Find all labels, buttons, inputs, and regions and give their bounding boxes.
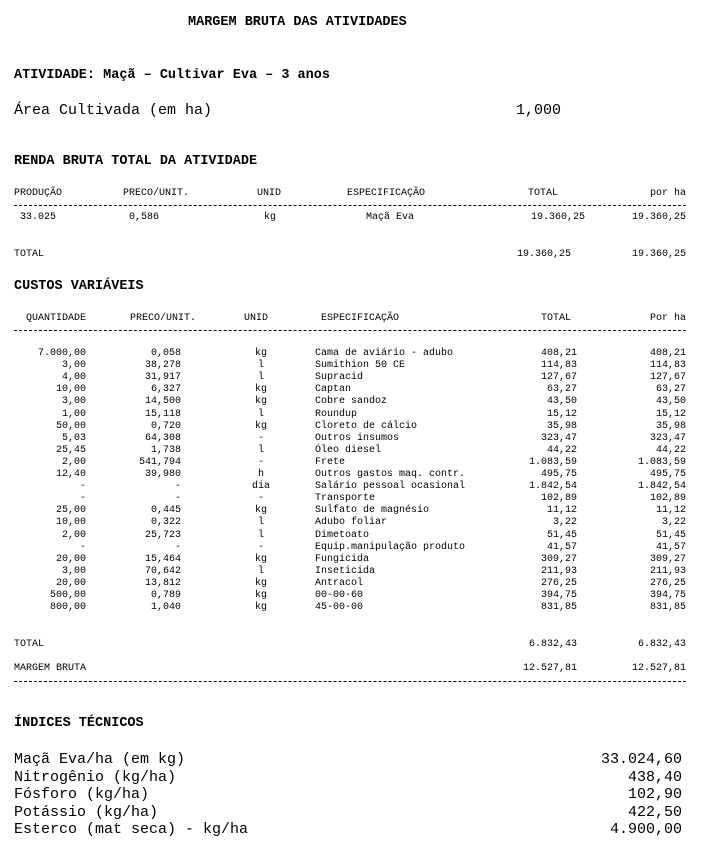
cell-espec: Frete xyxy=(315,456,346,468)
cell-preco: - xyxy=(174,481,181,493)
table-row xyxy=(0,469,716,481)
table-row xyxy=(0,481,716,493)
col-unid: UNID xyxy=(257,188,282,199)
margem-porha: 12.527,81 xyxy=(631,663,686,674)
table-row xyxy=(0,542,716,554)
cell-unid: l xyxy=(257,372,264,384)
indice-value: 438,40 xyxy=(627,768,682,786)
cell-espec: Cloreto de cálcio xyxy=(315,420,418,432)
cell-total: 15,12 xyxy=(546,408,577,420)
cell-espec: Captan xyxy=(315,384,352,396)
cell-total: 495,75 xyxy=(540,469,577,480)
cell-porha: 831,85 xyxy=(649,602,686,614)
table-row xyxy=(0,433,716,445)
cell-unid: l xyxy=(257,360,264,372)
cell-total: 1.083,59 xyxy=(528,456,577,468)
cell-porha: 63,27 xyxy=(655,384,686,396)
cell-unid: kg xyxy=(254,602,267,614)
renda-heading: RENDA BRUTA TOTAL DA ATIVIDADE xyxy=(14,154,258,169)
table-row xyxy=(0,421,716,433)
table-row xyxy=(0,457,716,469)
margem-label: MARGEM BRUTA xyxy=(14,663,87,674)
cell-qtd: 25,45 xyxy=(55,444,86,456)
cell-espec: Salário pessoal ocasional xyxy=(315,481,466,493)
cell-porha: 276,25 xyxy=(649,577,686,589)
total-label: TOTAL xyxy=(14,639,45,650)
cell-unid: - xyxy=(257,541,264,553)
cell-porha: 211,93 xyxy=(649,565,686,577)
table-row xyxy=(0,409,716,421)
table-row xyxy=(0,396,716,408)
table-row xyxy=(0,530,716,542)
cell-unid: kg xyxy=(254,396,267,408)
cell-total: 127,67 xyxy=(540,372,577,384)
page-title: MARGEM BRUTA DAS ATIVIDADES xyxy=(188,15,407,30)
cell-porha: 309,27 xyxy=(649,553,686,565)
table-row xyxy=(0,517,716,529)
cell-total: 11,12 xyxy=(546,505,577,517)
cell-total: 41,57 xyxy=(546,541,577,553)
cell-porha: 51,45 xyxy=(655,529,686,541)
cell-preco: 64,308 xyxy=(144,432,181,444)
cell-qtd: 10,00 xyxy=(55,384,86,396)
cell-total: 408,21 xyxy=(540,348,577,359)
cell-porha: 43,50 xyxy=(655,396,686,408)
cell-preco: 541,794 xyxy=(138,456,181,468)
col-producao: PRODUÇÃO xyxy=(14,188,63,199)
renda-header-row xyxy=(0,188,716,200)
cell-total: 19.360,25 xyxy=(530,212,585,223)
cell-unid: kg xyxy=(264,212,277,223)
cell-total: 3,22 xyxy=(552,517,577,529)
table-row xyxy=(0,590,716,602)
indice-label: Fósforo (kg/ha) xyxy=(14,786,150,803)
divider xyxy=(14,205,686,206)
cell-total: 43,50 xyxy=(546,396,577,408)
cell-total: 309,27 xyxy=(540,553,577,565)
cell-unid: kg xyxy=(254,590,267,601)
col-unid: UNID xyxy=(244,313,269,324)
cell-qtd: 10,00 xyxy=(55,517,86,529)
cell-unid: kg xyxy=(254,384,267,396)
cell-qtd: - xyxy=(79,493,86,505)
cell-porha: 408,21 xyxy=(649,348,686,359)
cell-unid: dia xyxy=(251,481,270,493)
indice-label: Potássio (kg/ha) xyxy=(14,803,159,821)
cell-espec: Sulfato de magnésio xyxy=(315,505,430,517)
cell-preco: 1,040 xyxy=(150,602,181,614)
indice-value: 4.900,00 xyxy=(609,821,682,838)
indice-value: 102,90 xyxy=(627,786,682,803)
cell-preco: 15,118 xyxy=(144,408,181,420)
indice-value: 33.024,60 xyxy=(600,751,682,768)
cell-espec: Sumithion 50 CE xyxy=(315,360,406,372)
cell-total: 63,27 xyxy=(546,384,577,396)
cell-qtd: 12,40 xyxy=(55,469,86,480)
cell-unid: kg xyxy=(254,553,267,565)
cell-total: 114,83 xyxy=(540,360,577,372)
cell-total: 831,85 xyxy=(540,602,577,614)
area-label: Área Cultivada (em ha) xyxy=(14,102,213,119)
indice-value: 422,50 xyxy=(627,803,682,821)
renda-total-row xyxy=(0,249,716,261)
cell-unid: l xyxy=(257,444,264,456)
table-row xyxy=(0,348,716,360)
cell-total: 1.842,54 xyxy=(528,481,577,493)
cell-unid: - xyxy=(257,432,264,444)
col-porha: por ha xyxy=(649,188,686,199)
area-value: 1,000 xyxy=(516,102,562,119)
cell-porha: 114,83 xyxy=(649,360,686,372)
margem-value: 12.527,81 xyxy=(522,663,577,674)
custos-total-row xyxy=(0,639,716,651)
cell-preco: 13,812 xyxy=(144,577,181,589)
cell-preco: 0,322 xyxy=(150,517,181,529)
cell-total: 44,22 xyxy=(546,444,577,456)
cell-qtd: 50,00 xyxy=(55,420,86,432)
cell-porha: 323,47 xyxy=(649,432,686,444)
total-porha: 19.360,25 xyxy=(631,249,686,260)
table-row xyxy=(0,372,716,384)
cell-espec: Fungicida xyxy=(315,553,370,565)
cell-porha: 15,12 xyxy=(655,408,686,420)
cell-total: 102,89 xyxy=(540,493,577,505)
cell-preco: 0,720 xyxy=(150,420,181,432)
cell-total: 323,47 xyxy=(540,432,577,444)
cell-total: 394,75 xyxy=(540,590,577,601)
cell-qtd: 7.000,00 xyxy=(37,348,86,359)
cell-espec: Cama de aviário - adubo xyxy=(315,348,454,359)
cell-qtd: - xyxy=(79,541,86,553)
cell-preco: 25,723 xyxy=(144,529,181,541)
cell-preco: 6,327 xyxy=(150,384,181,396)
table-row xyxy=(0,384,716,396)
cell-preco: 38,278 xyxy=(144,360,181,372)
cell-preco: 14,500 xyxy=(144,396,181,408)
cell-unid: - xyxy=(257,493,264,505)
cell-porha: 19.360,25 xyxy=(631,212,686,223)
table-row xyxy=(0,602,716,614)
cell-unid: l xyxy=(257,517,264,529)
cell-qtd: 3,00 xyxy=(61,565,86,577)
cell-qtd: 800,00 xyxy=(49,602,86,614)
cell-preco: 0,789 xyxy=(150,590,181,601)
cell-qtd: 25,00 xyxy=(55,505,86,517)
col-preco: PRECO/UNIT. xyxy=(123,188,190,199)
cell-unid: l xyxy=(257,565,264,577)
cell-preco: 1,738 xyxy=(150,444,181,456)
indice-label: Maçã Eva/ha (em kg) xyxy=(14,751,186,768)
cell-unid: kg xyxy=(254,420,267,432)
cell-unid: kg xyxy=(254,577,267,589)
cell-porha: 394,75 xyxy=(649,590,686,601)
cell-espec: Inseticida xyxy=(315,565,376,577)
col-porha: Por ha xyxy=(649,313,686,324)
cell-qtd: 4,00 xyxy=(61,372,86,384)
cell-porha: 3,22 xyxy=(661,517,686,529)
cell-qtd: 1,00 xyxy=(61,408,86,420)
cell-qtd: 20,00 xyxy=(55,577,86,589)
divider xyxy=(14,330,686,331)
table-row xyxy=(0,554,716,566)
cell-porha: 1.083,59 xyxy=(637,456,686,468)
table-row xyxy=(0,445,716,457)
col-quantidade: QUANTIDADE xyxy=(26,313,87,324)
cell-total: 276,25 xyxy=(540,577,577,589)
cell-porha: 102,89 xyxy=(649,493,686,505)
cell-qtd: 500,00 xyxy=(49,590,86,601)
col-total: TOTAL xyxy=(540,313,571,324)
cell-espec: Roundup xyxy=(315,408,358,420)
custos-heading: CUSTOS VARIÁVEIS xyxy=(14,279,144,294)
cell-espec: Outros insumos xyxy=(315,432,400,444)
cell-porha: 495,75 xyxy=(649,469,686,480)
cell-espec: Equip.manipulação produto xyxy=(315,541,466,553)
activity-title: ATIVIDADE: Maçã – Cultivar Eva – 3 anos xyxy=(14,68,330,83)
cell-preco: 39,980 xyxy=(144,469,181,480)
table-row xyxy=(0,493,716,505)
total-porha: 6.832,43 xyxy=(637,639,686,650)
table-row xyxy=(0,212,716,224)
total-label: TOTAL xyxy=(14,249,45,260)
cell-porha: 41,57 xyxy=(655,541,686,553)
cell-producao: 33.025 xyxy=(20,212,57,223)
cell-total: 211,93 xyxy=(540,565,577,577)
cell-unid: kg xyxy=(254,505,267,517)
cell-qtd: 3,00 xyxy=(61,360,86,372)
cell-preco: - xyxy=(174,541,181,553)
cell-qtd: 20,00 xyxy=(55,553,86,565)
cell-qtd: 2,00 xyxy=(61,529,86,541)
col-espec: ESPECIFICAÇÃO xyxy=(347,188,426,199)
cell-porha: 44,22 xyxy=(655,444,686,456)
col-preco: PRECO/UNIT. xyxy=(130,313,197,324)
cell-espec: Maçã Eva xyxy=(366,212,415,223)
cell-total: 51,45 xyxy=(546,529,577,541)
cell-espec: Outros gastos maq. contr. xyxy=(315,469,466,480)
cell-qtd: 3,00 xyxy=(61,396,86,408)
divider xyxy=(14,681,686,682)
cell-espec: Cobre sandoz xyxy=(315,396,388,408)
cell-porha: 1.842,54 xyxy=(637,481,686,493)
cell-preco: 0,058 xyxy=(150,348,181,359)
cell-unid: l xyxy=(257,529,264,541)
indice-label: Nitrogênio (kg/ha) xyxy=(14,768,177,786)
indice-label: Esterco (mat seca) - kg/ha xyxy=(14,821,249,838)
table-row xyxy=(0,566,716,578)
cell-porha: 11,12 xyxy=(655,505,686,517)
cell-preco: 31,917 xyxy=(144,372,181,384)
cell-espec: 00-00-60 xyxy=(315,590,364,601)
cell-porha: 127,67 xyxy=(649,372,686,384)
cell-espec: Supracid xyxy=(315,372,364,384)
indices-heading: ÍNDICES TÉCNICOS xyxy=(14,716,144,731)
cell-qtd: 2,00 xyxy=(61,456,86,468)
cell-preco: 70,642 xyxy=(144,565,181,577)
table-row xyxy=(0,505,716,517)
margem-row xyxy=(0,663,716,675)
col-espec: ESPECIFICAÇÃO xyxy=(321,313,400,324)
cell-espec: Óleo diesel xyxy=(315,444,382,456)
col-total: TOTAL xyxy=(527,188,558,199)
cell-preco: 0,586 xyxy=(129,212,160,223)
total-value: 6.832,43 xyxy=(528,639,577,650)
cell-espec: 45-00-00 xyxy=(315,602,364,614)
cell-unid: l xyxy=(257,408,264,420)
cell-unid: kg xyxy=(254,348,267,359)
total-value: 19.360,25 xyxy=(516,249,571,260)
cell-espec: Transporte xyxy=(315,493,376,505)
cell-preco: 15,464 xyxy=(144,553,181,565)
cell-espec: Dimetoato xyxy=(315,529,370,541)
cell-preco: 0,445 xyxy=(150,505,181,517)
cell-total: 35,98 xyxy=(546,420,577,432)
table-row xyxy=(0,578,716,590)
cell-espec: Antracol xyxy=(315,577,364,589)
cell-unid: h xyxy=(257,469,264,480)
cell-qtd: - xyxy=(79,481,86,493)
cell-porha: 35,98 xyxy=(655,420,686,432)
cell-espec: Adubo foliar xyxy=(315,517,388,529)
table-row xyxy=(0,360,716,372)
custos-header-row xyxy=(0,313,716,325)
cell-preco: - xyxy=(174,493,181,505)
cell-qtd: 5,03 xyxy=(61,432,86,444)
cell-unid: - xyxy=(257,456,264,468)
